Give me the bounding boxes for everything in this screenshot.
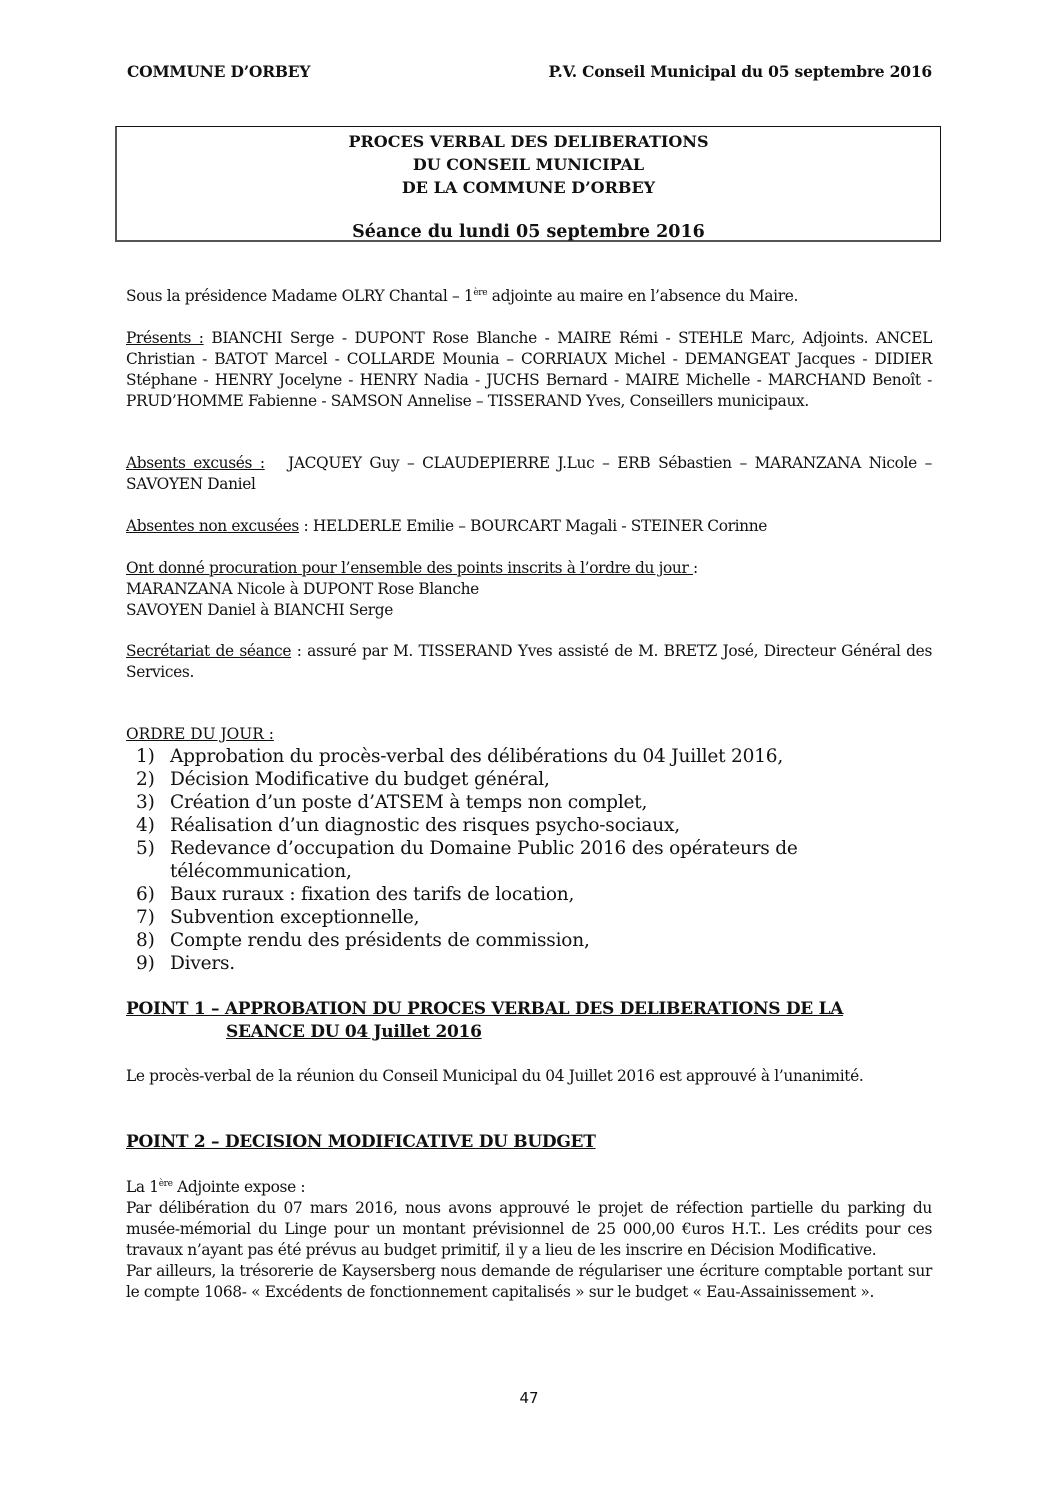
agenda-item-number: 4) — [136, 815, 155, 836]
agenda-section — [126, 724, 932, 975]
agenda-item — [126, 791, 932, 814]
agenda-item-text: Baux ruraux : fixation des tarifs de location, — [170, 884, 575, 905]
page-number: 47 — [519, 1389, 539, 1407]
agenda-item-text: Redevance d’occupation du Domaine Public 2016 des opérateurs de télécommunication, — [170, 838, 798, 882]
agenda-item — [126, 929, 932, 952]
procuration-line: MARANZANA Nicole à DUPONT Rose Blanche — [126, 580, 479, 598]
agenda-item-text: Subvention exceptionnelle, — [170, 907, 420, 928]
agenda-item-number: 5) — [136, 838, 155, 859]
agenda-item — [126, 814, 932, 837]
secretariat-label: Secrétariat de séance — [126, 642, 292, 660]
absentes-non-excusees-list: : HELDERLE Emilie – BOURCART Magali - STEINER Corinne — [298, 517, 768, 535]
title-line-3: DE LA COMMUNE D’ORBEY — [401, 178, 656, 197]
agenda-item-number: 2) — [136, 769, 155, 790]
absentes-non-excusees-label: Absentes non excusées — [126, 517, 299, 535]
agenda-item-text: Création d’un poste d’ATSEM à temps non complet, — [170, 792, 648, 813]
agenda-item-number: 7) — [136, 907, 155, 928]
agenda-item-number: 6) — [136, 884, 155, 905]
presents-paragraph — [126, 328, 932, 412]
agenda-list — [126, 745, 932, 975]
ordinal-sup: ère — [158, 1179, 173, 1189]
point2-intro-text-end: Adjointe expose : — [172, 1178, 306, 1196]
point2-heading: POINT 2 – DECISION MODIFICATIVE DU BUDGET — [126, 1132, 596, 1152]
ordinal-sup: ère — [473, 288, 488, 298]
presidence-text-end: adjointe au maire en l’absence du Maire. — [487, 287, 799, 305]
point1-text: Le procès-verbal de la réunion du Conseil Municipal du 04 Juillet 2016 est approuvé à l’unanimité. — [126, 1067, 864, 1085]
agenda-item-text: Divers. — [170, 953, 235, 974]
point1-heading-line2: SEANCE DU 04 Juillet 2016 — [226, 1022, 482, 1042]
procuration-line: SAVOYEN Daniel à BIANCHI Serge — [126, 601, 394, 619]
agenda-item-number: 9) — [136, 953, 155, 974]
seance-date: Séance du lundi 05 septembre 2016 — [352, 222, 705, 242]
title-box — [115, 126, 941, 242]
title-line-2: DU CONSEIL MUNICIPAL — [412, 155, 645, 174]
point2-paragraph-2: Par ailleurs, la trésorerie de Kaysersberg nous demande de régulariser une écriture comptable portant sur le compte 1068- « Excédents de fonctionnement capitalisés » sur le budget « Eau-Assainissement ». — [126, 1262, 932, 1301]
absents-excuses-label: Absents excusés : — [126, 454, 265, 472]
header-pv-title: P.V. Conseil Municipal du 05 septembre 2016 — [548, 62, 932, 81]
secretariat-text: : assuré par M. TISSERAND Yves assisté de M. BRETZ José, Directeur Général des Services. — [126, 642, 932, 681]
agenda-item-number: 3) — [136, 792, 155, 813]
agenda-item-text: Réalisation d’un diagnostic des risques psycho-sociaux, — [170, 815, 680, 836]
presents-label: Présents : — [126, 329, 204, 347]
procuration-paragraph — [126, 558, 932, 621]
absents-excuses-list: JACQUEY Guy – CLAUDEPIERRE J.Luc – ERB Sébastien – MARANZANA Nicole – SAVOYEN Daniel — [126, 454, 937, 493]
title-line-1: PROCES VERBAL DES DELIBERATIONS — [348, 132, 709, 151]
presidence-text: Sous la présidence Madame OLRY Chantal – 1 — [126, 287, 474, 305]
procuration-label: Ont donné procuration pour l’ensemble des points inscrits à l’ordre du jour — [126, 559, 694, 577]
presents-list: BIANCHI Serge - DUPONT Rose Blanche - MAIRE Rémi - STEHLE Marc, Adjoints. ANCEL Christian - BATOT Marcel - COLLARDE Mounia – CORRIAUX Michel - DEMANGEAT Jacques - DIDIER Stéphane - HENRY Jocelyne - HENRY Nadia - JUCHS Bernard - MAIRE Michelle - MARCHAND Benoît - PRUD’HOMME Fabienne - SAMSON Annelise – TISSERAND Yves, Conseillers municipaux. — [126, 329, 932, 410]
agenda-item-number: 1) — [136, 746, 155, 767]
point1-heading-line1: POINT 1 – APPROBATION DU PROCES VERBAL DES DELIBERATIONS DE LA — [126, 999, 844, 1019]
agenda-item — [126, 837, 932, 883]
agenda-item — [126, 745, 932, 768]
point1-heading — [126, 998, 932, 1044]
presidence-paragraph — [126, 286, 932, 307]
page-header — [127, 62, 932, 81]
agenda-label: ORDRE DU JOUR : — [126, 725, 274, 743]
agenda-item-text: Compte rendu des présidents de commission, — [170, 930, 590, 951]
agenda-item-number: 8) — [136, 930, 155, 951]
header-commune: COMMUNE D’ORBEY — [127, 62, 311, 81]
agenda-item-text: Décision Modificative du budget général, — [170, 769, 550, 790]
agenda-item — [126, 952, 932, 975]
secretariat-paragraph — [126, 641, 932, 683]
agenda-item-text: Approbation du procès-verbal des délibérations du 04 Juillet 2016, — [170, 746, 784, 767]
point2-intro-text: La 1 — [126, 1178, 159, 1196]
agenda-item — [126, 768, 932, 791]
absentes-non-excusees-paragraph — [126, 516, 932, 537]
procuration-colon: : — [693, 559, 698, 577]
agenda-item — [126, 906, 932, 929]
point2-paragraph-1: Par délibération du 07 mars 2016, nous avons approuvé le projet de réfection partielle du parking du musée-mémorial du Linge pour un montant prévisionnel de 25 000,00 €uros H.T.. Les crédits pour ces travaux n’ayant pas été prévus au budget primitif, il y a lieu de les inscrire en Décision Modificative. — [126, 1199, 932, 1259]
absents-excuses-paragraph — [126, 453, 937, 495]
point2-body — [126, 1177, 932, 1303]
agenda-item — [126, 883, 932, 906]
point2-intro — [126, 1177, 932, 1198]
